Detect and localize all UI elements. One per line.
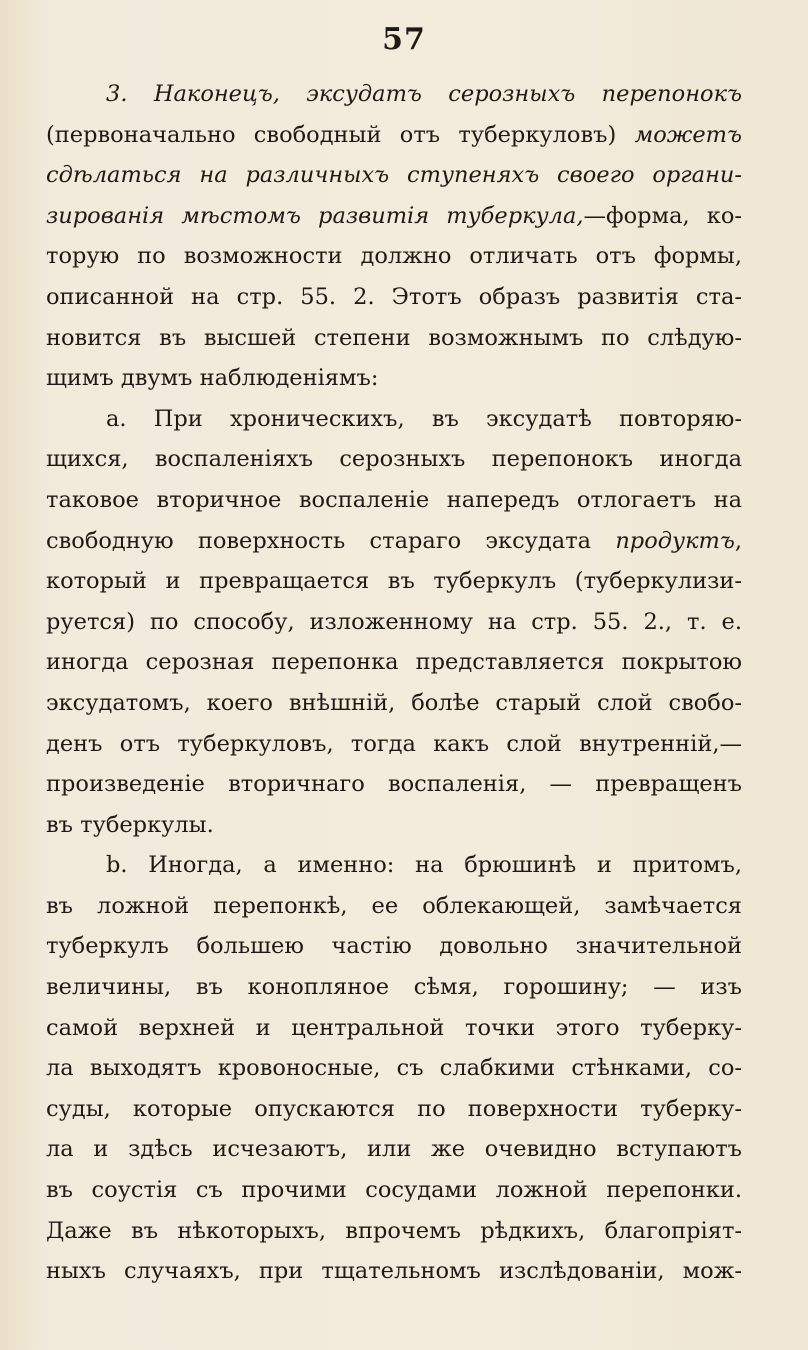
text-segment: щимъ двумъ наблюденіямъ:	[46, 365, 379, 392]
text-segment: самой верхней и центральной точки этого туберку-	[46, 1014, 742, 1041]
text-line	[46, 561, 742, 602]
text-line	[46, 886, 742, 927]
text-segment: Даже въ нѣкоторыхъ, впрочемъ рѣдкихъ, благопріят-	[46, 1217, 742, 1244]
text-segment: денъ отъ туберкуловъ, тогда какъ слой внутренній,—	[46, 730, 742, 757]
text-line	[46, 1129, 742, 1170]
text-segment: свободную поверхность стараго эксудата	[46, 527, 616, 554]
text-segment: таковое вторичное воспаленіе напередъ отлогаетъ на	[46, 486, 742, 513]
text-line	[46, 480, 742, 521]
body-text	[46, 74, 742, 1292]
text-line	[46, 196, 742, 237]
text-segment: a. При хроническихъ, въ эксудатѣ повторяю-	[106, 405, 742, 432]
text-segment: 3. Наконецъ, эксудатъ серозныхъ перепонокъ	[106, 81, 742, 107]
text-line	[46, 1048, 742, 1089]
text-line	[46, 1170, 742, 1211]
text-segment: величины, въ конопляное сѣмя, горошину; — изъ	[46, 974, 742, 1001]
text-line	[46, 521, 742, 562]
text-segment: (первоначально свободный отъ туберкуловъ)	[46, 121, 635, 148]
text-segment: иногда серозная перепонка представляется покрытою	[46, 649, 742, 676]
text-line	[46, 724, 742, 765]
page-number: 57	[382, 22, 426, 57]
text-line	[46, 845, 742, 886]
text-line	[46, 439, 742, 480]
text-segment: въ туберкулы.	[46, 811, 214, 838]
text-segment: зированія мѣстомъ развитія туберкула,	[46, 202, 584, 229]
text-line	[46, 155, 742, 196]
text-line	[46, 1008, 742, 1049]
text-line	[46, 642, 742, 683]
text-segment: ла выходятъ кровоносные, съ слабкими стѣнками, со-	[46, 1055, 742, 1082]
text-segment: ла и здѣсь исчезаютъ, или же очевидно вступаютъ	[46, 1136, 742, 1163]
text-line	[46, 967, 742, 1008]
text-segment: описанной на стр. 55. 2. Этотъ образъ развитія ста-	[46, 283, 742, 310]
text-segment: b. Иногда, а именно: на брюшинѣ и притомъ,	[106, 852, 742, 879]
text-segment: продуктъ	[615, 527, 735, 554]
text-segment: торую по возможности должно отличать отъ формы,	[46, 243, 742, 270]
text-segment: руется) по способу, изложенному на стр. 55. 2., т. е.	[46, 608, 742, 635]
text-line	[46, 1251, 742, 1292]
text-segment: можетъ	[634, 121, 742, 148]
text-line	[46, 926, 742, 967]
text-segment: эксудатомъ, коего внѣшній, болѣе старый слой свобо-	[46, 689, 742, 716]
text-line	[46, 764, 742, 805]
text-line	[46, 805, 742, 846]
text-line	[46, 236, 742, 277]
text-segment: щихся, воспаленіяхъ серозныхъ перепонокъ иногда	[46, 446, 742, 473]
text-segment: сдѣлаться на различныхъ ступеняхъ своего органи-	[46, 162, 742, 189]
text-line	[46, 399, 742, 440]
text-line	[46, 74, 742, 115]
text-line	[46, 683, 742, 724]
text-segment: туберкулъ большею частію довольно значительной	[46, 933, 742, 960]
text-segment: который и превращается въ туберкулъ (туберкулизи-	[46, 568, 742, 595]
text-line	[46, 277, 742, 318]
text-line	[46, 1211, 742, 1252]
text-line	[46, 115, 742, 156]
text-segment: новится въ высшей степени возможнымъ по слѣдую-	[46, 324, 742, 351]
text-line	[46, 358, 742, 399]
text-segment: суды, которые опускаются по поверхности туберку-	[46, 1095, 742, 1122]
text-segment: ныхъ случаяхъ, при тщательномъ изслѣдованіи, мож-	[46, 1258, 742, 1285]
text-line	[46, 1089, 742, 1130]
text-segment: —форма, ко-	[583, 202, 742, 229]
text-line	[46, 318, 742, 359]
text-segment: произведеніе вторичнаго воспаленія, — превращенъ	[46, 771, 742, 798]
text-segment: въ соустія съ прочими сосудами ложной перепонки.	[46, 1177, 742, 1204]
text-segment: въ ложной перепонкѣ, ее облекающей, замѣчается	[46, 892, 742, 919]
text-segment: ,	[734, 527, 742, 554]
text-line	[46, 602, 742, 643]
